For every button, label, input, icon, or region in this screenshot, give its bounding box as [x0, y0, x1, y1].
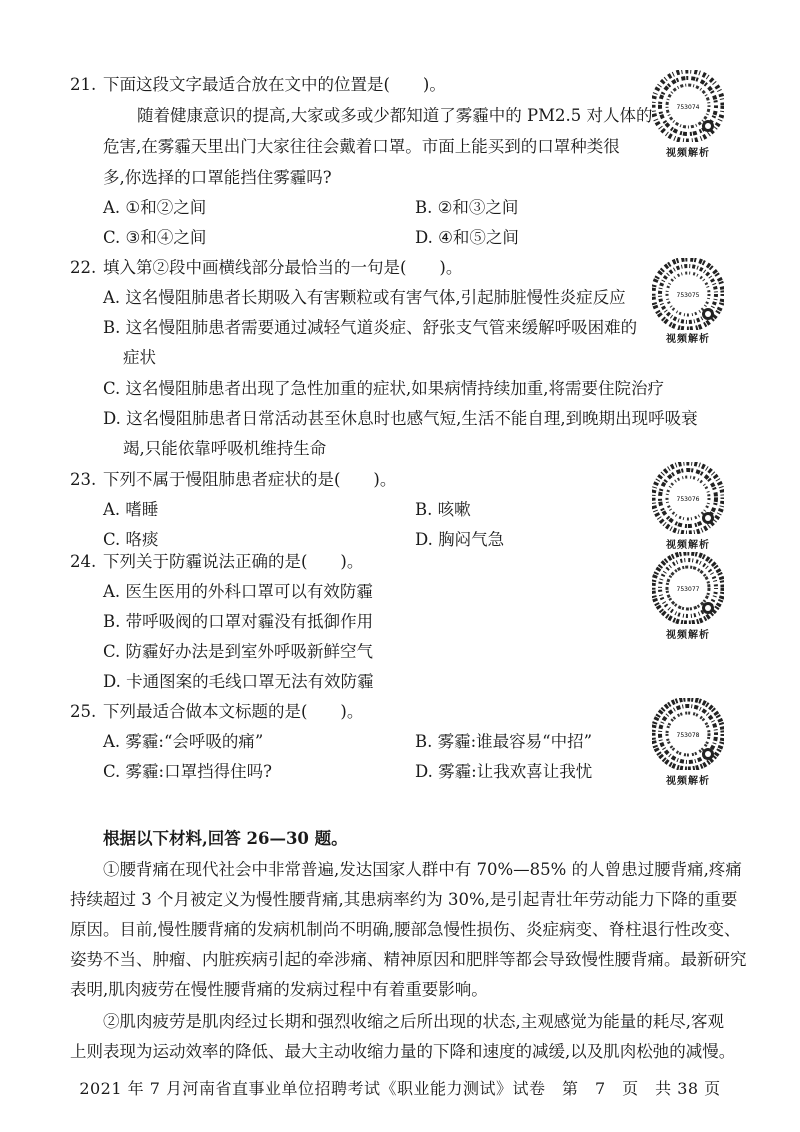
qr-code-number: 753077 [676, 586, 700, 593]
passage-line: 多,你选择的口罩能挡住雾霾吗? [103, 168, 332, 187]
option-d[interactable] [415, 528, 504, 552]
qr-code-graphic [652, 462, 724, 534]
question-number: 25. [70, 702, 97, 721]
option-text: 嗜睡 [125, 500, 159, 519]
qr-caption: 视频解析 [666, 148, 710, 159]
qr-code-graphic [652, 258, 724, 330]
qr-caption: 视频解析 [666, 540, 710, 551]
option-text: 雾霾:让我欢喜让我忧 [438, 762, 593, 781]
option-label: B. [103, 612, 121, 631]
option-b[interactable] [103, 610, 373, 634]
question-number: 24. [70, 552, 97, 571]
paragraph-line: 姿势不当、肿瘤、内脏疾病引起的牵涉痛、精神原因和肥胖等都会导致慢性腰背痛。最新研究 [70, 950, 747, 969]
paragraph-line: 上则表现为运动效率的降低、最大主动收缩力量的下降和速度的减缓,以及肌肉松弛的减慢。 [70, 1042, 736, 1061]
option-text: ②和③之间 [437, 198, 519, 217]
paragraph-line: ①腰背痛在现代社会中非常普遍,发达国家人群中有 70%—85% 的人曾患过腰背痛,疼痛 [103, 860, 742, 879]
qr-code-graphic [652, 698, 724, 770]
option-text: ①和②之间 [125, 198, 207, 217]
option-text: 带呼吸阀的口罩对霾没有抵御作用 [125, 612, 374, 631]
option-text: 雾霾:口罩挡得住吗? [125, 762, 272, 781]
option-label: C. [103, 228, 121, 247]
option-text: 胸闷气急 [438, 530, 505, 549]
qr-caption: 视频解析 [666, 776, 710, 787]
option-label: A. [103, 198, 121, 217]
option-text: 医生医用的外科口罩可以有效防霾 [125, 582, 373, 601]
option-text: 咳嗽 [437, 500, 471, 519]
option-d[interactable] [415, 226, 519, 250]
question-stem: 下面这段文字最适合放在文中的位置是( )。 [103, 75, 446, 94]
option-b[interactable] [415, 730, 592, 754]
option-label: A. [103, 500, 121, 519]
option-label: D. [415, 530, 433, 549]
option-d[interactable] [415, 760, 592, 784]
option-label: D. [415, 228, 433, 247]
option-label: B. [415, 500, 433, 519]
option-d[interactable] [103, 670, 374, 694]
option-b[interactable] [103, 316, 637, 340]
option-label: C. [103, 642, 121, 661]
option-text: 这名慢阻肺患者日常活动甚至休息时也感气短,生活不能自理,到晚期出现呼吸衰 [126, 409, 698, 428]
option-label: B. [415, 198, 433, 217]
option-text: ④和⑤之间 [438, 228, 519, 247]
option-a[interactable] [103, 196, 206, 220]
option-text-continued: 竭,只能依靠呼吸机维持生命 [123, 439, 327, 458]
qr-code-icon[interactable] [652, 258, 724, 330]
option-text: 咯痰 [125, 530, 159, 549]
option-label: C. [103, 762, 121, 781]
option-text: 这名慢阻肺患者需要通过减轻气道炎症、舒张支气管来缓解呼吸困难的 [125, 318, 638, 337]
option-label: A. [103, 732, 121, 751]
option-text: 防霾好办法是到室外呼吸新鲜空气 [125, 642, 374, 661]
option-b[interactable] [415, 498, 471, 522]
passage-line: 随着健康意识的提高,大家或多或少都知道了雾霾中的 PM2.5 对人体的 [137, 106, 653, 125]
qr-code-number: 753075 [676, 292, 700, 299]
option-text: 雾霾:谁最容易“中招” [437, 732, 593, 751]
page-footer: 2021 年 7 月河南省直事业单位招聘考试《职业能力测试》试卷 第 7 页 共 38 页 [79, 1079, 721, 1098]
option-c[interactable] [103, 640, 373, 664]
option-label: A. [103, 288, 121, 307]
option-text: ③和④之间 [125, 228, 207, 247]
option-a[interactable] [103, 580, 373, 604]
qr-code-graphic [652, 552, 724, 624]
paragraph-line: 表明,肌肉疲劳在慢性腰背痛的发病过程中有着重要影响。 [70, 980, 488, 999]
question-stem: 下列最适合做本文标题的是( )。 [103, 702, 364, 721]
option-text: 雾霾:“会呼吸的痛” [125, 732, 264, 751]
question-number: 22. [70, 258, 97, 277]
option-c[interactable] [103, 528, 159, 552]
option-text: 这名慢阻肺患者长期吸入有害颗粒或有害气体,引起肺脏慢性炎症反应 [125, 288, 626, 307]
option-label: B. [103, 318, 121, 337]
passage-line: 危害,在雾霾天里出门大家往往会戴着口罩。市面上能买到的口罩种类很 [103, 137, 620, 156]
section-heading: 根据以下材料,回答 26—30 题。 [103, 829, 348, 848]
question-number: 21. [70, 75, 97, 94]
option-label: D. [103, 409, 121, 428]
option-label: B. [415, 732, 433, 751]
paragraph-line: ②肌肉疲劳是肌肉经过长期和强烈收缩之后所出现的状态,主观感觉为能量的耗尽,客观 [103, 1012, 724, 1031]
option-label: C. [103, 530, 121, 549]
qr-code-number: 753078 [676, 732, 700, 739]
question-stem: 下列关于防霾说法正确的是( )。 [103, 552, 364, 571]
option-c[interactable] [103, 377, 664, 401]
option-a[interactable] [103, 498, 158, 522]
option-label: D. [415, 762, 433, 781]
qr-code-graphic [652, 70, 724, 142]
qr-caption: 视频解析 [666, 334, 710, 345]
qr-code-number: 753076 [676, 496, 700, 503]
qr-code-icon[interactable] [652, 462, 724, 534]
option-b[interactable] [415, 196, 518, 220]
option-a[interactable] [103, 730, 263, 754]
qr-code-icon[interactable] [652, 552, 724, 624]
option-label: A. [103, 582, 121, 601]
option-a[interactable] [103, 286, 626, 310]
option-c[interactable] [103, 760, 272, 784]
option-text: 这名慢阻肺患者出现了急性加重的症状,如果病情持续加重,将需要住院治疗 [125, 379, 665, 398]
option-label: D. [103, 672, 121, 691]
question-stem: 填入第②段中画横线部分最恰当的一句是( )。 [103, 258, 463, 277]
option-label: C. [103, 379, 121, 398]
qr-code-number: 753074 [676, 104, 700, 111]
question-number: 23. [70, 470, 97, 489]
qr-code-icon[interactable] [652, 70, 724, 142]
qr-caption: 视频解析 [666, 630, 710, 641]
question-stem: 下列不属于慢阻肺患者症状的是( )。 [103, 470, 397, 489]
qr-code-icon[interactable] [652, 698, 724, 770]
option-d[interactable] [103, 407, 698, 431]
paragraph-line: 原因。目前,慢性腰背痛的发病机制尚不明确,腰部急慢性损伤、炎症病变、脊柱退行性改变、 [70, 920, 741, 939]
paragraph-line: 持续超过 3 个月被定义为慢性腰背痛,其患病率约为 30%,是引起青壮年劳动能力下降的重要 [70, 890, 738, 909]
option-text-continued: 症状 [123, 348, 156, 367]
option-text: 卡通图案的毛线口罩无法有效防霾 [126, 672, 374, 691]
option-c[interactable] [103, 226, 206, 250]
